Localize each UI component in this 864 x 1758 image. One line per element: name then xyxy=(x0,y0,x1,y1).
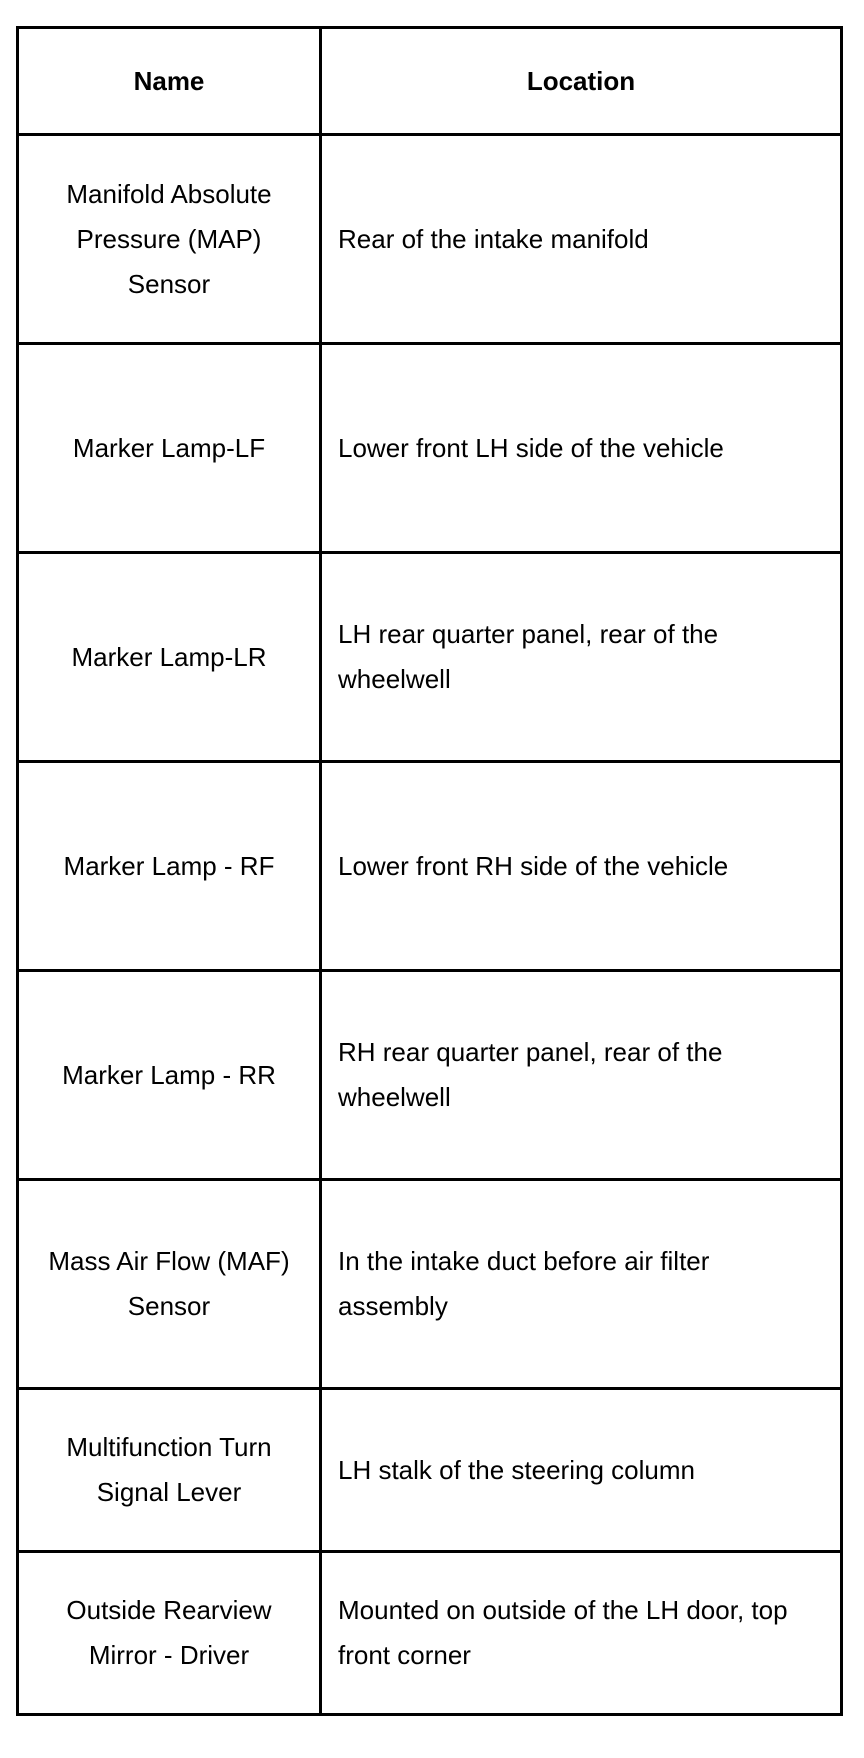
table-row xyxy=(18,1389,842,1552)
table-row xyxy=(18,762,842,971)
cell-location: LH rear quarter panel, rear of the wheelwell xyxy=(321,553,842,762)
table-header xyxy=(18,28,842,135)
table-row xyxy=(18,553,842,762)
cell-name: Marker Lamp - RF xyxy=(18,762,321,971)
table-row xyxy=(18,344,842,553)
table-row xyxy=(18,135,842,344)
cell-name: Manifold Absolute Pressure (MAP) Sensor xyxy=(18,135,321,344)
header-location: Location xyxy=(321,28,842,135)
component-location-table xyxy=(16,26,843,1716)
table-body xyxy=(18,135,842,1715)
cell-name: Marker Lamp-LF xyxy=(18,344,321,553)
cell-location: Rear of the intake manifold xyxy=(321,135,842,344)
cell-location: Mounted on outside of the LH door, top front corner xyxy=(321,1552,842,1715)
header-row xyxy=(18,28,842,135)
cell-name: Marker Lamp-LR xyxy=(18,553,321,762)
cell-location: Lower front RH side of the vehicle xyxy=(321,762,842,971)
cell-name: Marker Lamp - RR xyxy=(18,971,321,1180)
table-row xyxy=(18,1552,842,1715)
cell-location: Lower front LH side of the vehicle xyxy=(321,344,842,553)
cell-location: LH stalk of the steering column xyxy=(321,1389,842,1552)
cell-name: Outside Rearview Mirror - Driver xyxy=(18,1552,321,1715)
cell-name: Mass Air Flow (MAF) Sensor xyxy=(18,1180,321,1389)
header-name: Name xyxy=(18,28,321,135)
table-row xyxy=(18,1180,842,1389)
table-row xyxy=(18,971,842,1180)
cell-location: In the intake duct before air filter assembly xyxy=(321,1180,842,1389)
cell-name: Multifunction Turn Signal Lever xyxy=(18,1389,321,1552)
cell-location: RH rear quarter panel, rear of the wheelwell xyxy=(321,971,842,1180)
